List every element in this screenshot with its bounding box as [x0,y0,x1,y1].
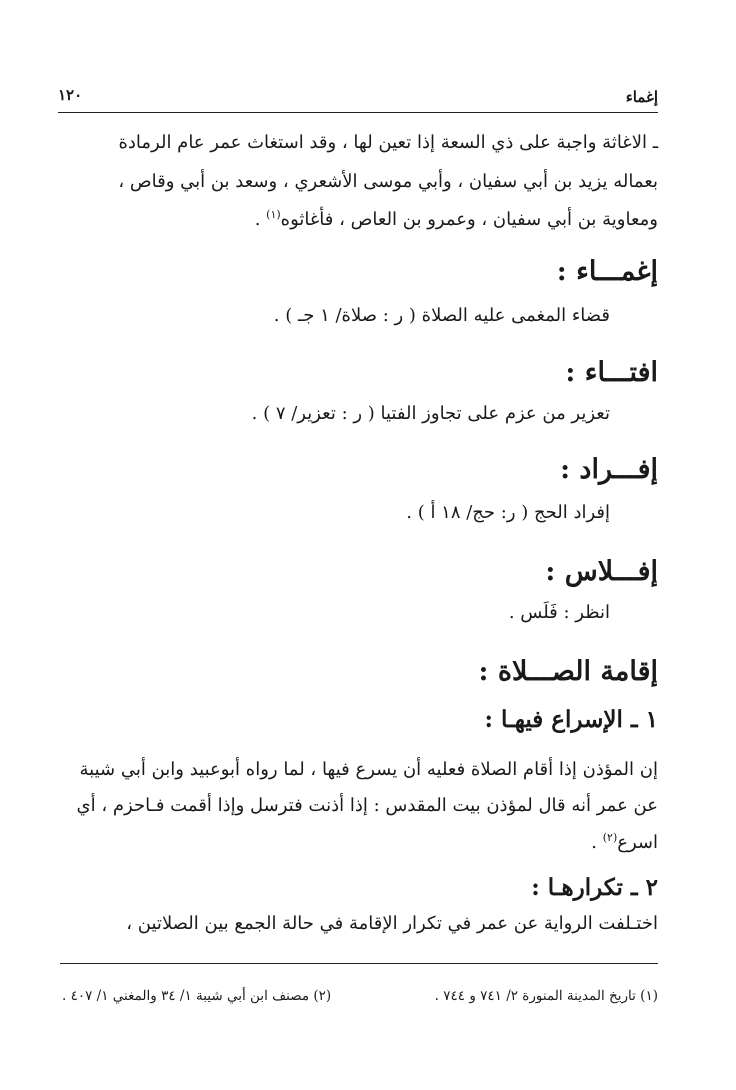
footnote-ref-1: (١) [266,208,281,221]
entry-heading-ifta: افتـــاء : [565,357,658,388]
subheading-israa: ١ ـ الإسراع فيهـا : [484,706,658,733]
israa-line-1: إن المؤذن إذا أقام الصلاة فعليه أن يسرع فيها ، لما رواه أبوعبيد وابن أبي شيبة [79,759,658,780]
footnote-1: (١) تاريخ المدينة المنورة ٢/ ٧٤١ و ٧٤٤ . [434,988,658,1004]
entry-text-ifrad: إفراد الحج ( ر: حج/ ١٨ أ ) . [406,502,610,523]
entry-text-ighma: قضاء المغمى عليه الصلاة ( ر : صلاة/ ١ جـ ) . [273,305,610,326]
intro-line-3 [255,208,658,230]
israa-line-3 [591,831,658,853]
page-number: ١٢٠ [58,86,83,104]
takrar-line-1: اختـلفت الرواية عن عمر في تكرار الإقامة في حالة الجمع بين الصلاتين ، [126,913,658,934]
entry-heading-ifrad: إفـــراد : [560,454,658,485]
entry-text-iflas: انظر : فَلَس . [508,602,610,623]
footnote-ref-2: (٢) [602,831,618,844]
entry-heading-iflas: إفـــلاس : [545,556,658,587]
footnote-2: (٢) مصنف ابن أبي شيبة ١/ ٣٤ والمغني ١/ ٤٠٧ . [62,988,332,1004]
intro-line-2: بعماله يزيد بن أبي سفيان ، وأبي موسى الأشعري ، وسعد بن أبي وقاص ، [118,171,658,192]
israa-line-3-end: . [591,832,603,853]
intro-line-3-text: ومعاوية بن أبي سفيان ، وعمرو بن العاص ، فأغاثوه [280,209,658,230]
entry-text-ifta: تعزير من عزم على تجاوز الفتيا ( ر : تعزير/ ٧ ) . [251,403,610,424]
israa-line-3-text: اسرع [617,832,658,853]
running-header-title: إغماء [625,88,658,106]
footnote-rule [60,963,658,964]
intro-line-1: ـ الاغاثة واجبة على ذي السعة إذا تعين لها ، وقد استغاث عمر عام الرمادة [118,132,658,153]
subheading-takrar: ٢ ـ تكرارهـا : [531,874,658,901]
entry-heading-ighma: إغمـــاء : [556,256,658,287]
section-heading-iqama: إقامة الصـــلاة : [478,656,658,687]
intro-line-3-end: . [254,209,267,230]
header-rule [58,112,658,113]
israa-line-2: عن عمر أنه قال لمؤذن بيت المقدس : إذا أذنت فترسل وإذا أقمت فـاحزم ، أي [76,795,658,816]
